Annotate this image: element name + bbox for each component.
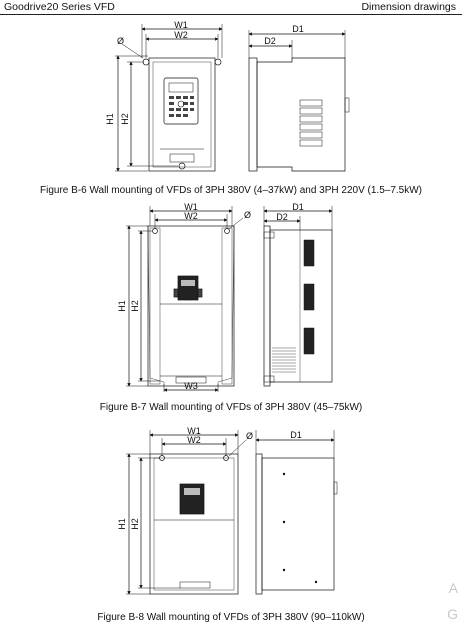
b8-h1-label: H1: [117, 518, 127, 530]
figure-b7-drawing: [0, 200, 462, 398]
watermark-letter-2: G: [447, 606, 458, 622]
b7-d2-label: D2: [276, 212, 288, 222]
b7-side-body: [270, 230, 332, 382]
b6-mount-hole-top-right: [215, 59, 221, 65]
b7-side-vents: [272, 348, 296, 372]
b6-d2-label: D2: [264, 36, 276, 46]
b8-side-body: [262, 458, 334, 590]
b8-side-mount-plate: [256, 454, 262, 594]
b7-side-ports: [304, 240, 314, 354]
b7-mount-hole-top-right: [225, 229, 230, 234]
b8-front-inner: [154, 458, 234, 590]
b7-d1-label: D1: [292, 202, 304, 212]
b6-bottom-plate: [170, 154, 194, 162]
header-series-title: Goodrive20 Series VFD: [4, 1, 115, 13]
b7-h1-label: H1: [117, 300, 127, 312]
b7-w3-label: W3: [184, 381, 198, 391]
b8-w2-label: W2: [187, 435, 201, 445]
figure-b6-drawing: [0, 16, 462, 180]
b8-d1-label: D1: [290, 430, 302, 440]
header-rule: [0, 14, 462, 15]
figure-b8-drawing: [0, 422, 462, 602]
b7-phi-leader: [229, 218, 243, 229]
b7-left-flange: [150, 228, 160, 384]
b6-h1-label: H1: [105, 113, 115, 125]
b6-d1-label: D1: [292, 24, 304, 34]
b7-mount-hole-top-left: [153, 229, 158, 234]
b7-h2-label: H2: [130, 300, 140, 312]
b8-h2-label: H2: [130, 518, 140, 530]
b7-front-outer: [148, 226, 234, 386]
b6-side-body: [257, 58, 345, 171]
b7-w1-label: W1: [184, 202, 198, 212]
b7-w2-label: W2: [184, 211, 198, 221]
b7-side-mount-plate: [264, 226, 270, 386]
b6-keypad-buttons: [169, 96, 194, 117]
b8-side-screws: [283, 473, 317, 583]
b6-mount-hole-bottom: [179, 163, 185, 169]
figure-b7-caption: Figure B-7 Wall mounting of VFDs of 3PH 380V (45–75kW): [99, 402, 363, 413]
page-header: [0, 0, 462, 15]
b8-phi-label: Ø: [246, 431, 254, 441]
b7-phi-label: Ø: [244, 210, 252, 220]
b8-front-enclosure: [150, 454, 238, 594]
b6-side-mount-plate: [249, 58, 257, 171]
b6-h2-label: H2: [120, 113, 130, 125]
figure-b6-caption: Figure B-6 Wall mounting of VFDs of 3PH 380V (4–37kW) and 3PH 220V (1.5–7.5kW): [39, 185, 423, 196]
b6-phi-label: Ø: [117, 36, 125, 46]
header-section-title: Dimension drawings: [361, 1, 456, 13]
b6-side-vents: [300, 100, 322, 146]
b7-right-flange-bracket: [218, 226, 234, 386]
b7-left-flange-bracket: [148, 226, 164, 386]
watermark-letter-1: A: [448, 580, 458, 596]
b7-right-flange: [222, 228, 232, 384]
b8-bottom-plate: [180, 582, 210, 588]
figure-b8-caption: Figure B-8 Wall mounting of VFDs of 3PH 380V (90–110kW): [97, 612, 365, 623]
b8-w1-label: W1: [187, 426, 201, 436]
b7-keypad: [178, 276, 198, 300]
b6-w1-label: W1: [174, 20, 188, 30]
b8-phi-leader: [229, 440, 246, 456]
b6-keypad-display: [169, 83, 193, 92]
b6-w2-label: W2: [174, 30, 188, 40]
